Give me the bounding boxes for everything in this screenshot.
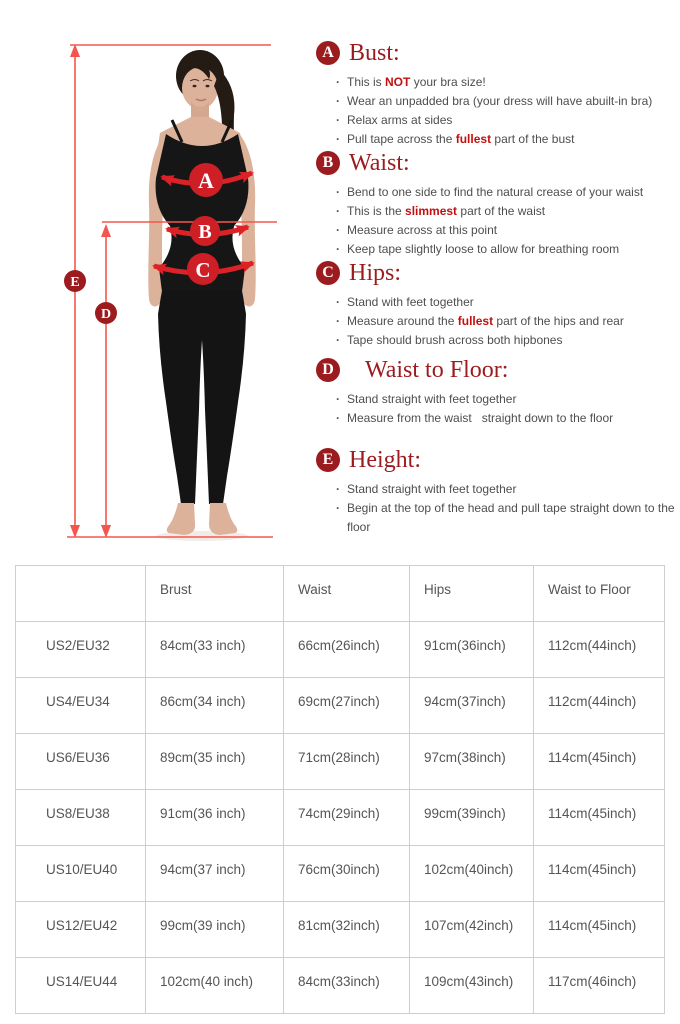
size-row: [16, 734, 665, 790]
bust-label-letter: A: [198, 168, 214, 193]
instruction-title: Bust:: [349, 40, 400, 66]
size-row: [16, 678, 665, 734]
column-header: Waist: [284, 566, 410, 622]
column-header: Brust: [146, 566, 284, 622]
instruction-section-waist-to-floor: [316, 356, 680, 428]
instruction-heading: [316, 446, 680, 474]
instruction-heading: [316, 356, 680, 384]
instruction-section-height: [316, 446, 680, 537]
size-cell: 94cm(37 inch): [146, 846, 284, 902]
table-head: [16, 566, 665, 622]
face: [182, 67, 218, 109]
size-row-label: US8/EU38: [16, 790, 146, 846]
instruction-section-waist: [316, 149, 680, 259]
instruction-bullet: · Stand straight with feet together: [334, 480, 677, 499]
instruction-bullet: · Keep tape slightly loose to allow for breathing room: [334, 240, 677, 259]
size-cell: 69cm(27inch): [284, 678, 410, 734]
size-cell: 114cm(45inch): [534, 846, 665, 902]
emphasis-text: slimmest: [405, 204, 458, 218]
size-cell: 91cm(36inch): [410, 622, 534, 678]
instruction-title: Waist:: [349, 150, 410, 176]
instruction-bullet: · This is the slimmest part of the waist: [334, 202, 677, 221]
instruction-bullet: · Pull tape across the fullest part of the bust: [334, 130, 677, 149]
instruction-bullet-list: [334, 480, 680, 537]
size-row: [16, 622, 665, 678]
size-cell: 99cm(39inch): [410, 790, 534, 846]
emphasis-text: NOT: [385, 75, 411, 89]
size-cell: 74cm(29inch): [284, 790, 410, 846]
instruction-heading: [316, 149, 680, 177]
size-cell: 86cm(34 inch): [146, 678, 284, 734]
instruction-bullet: · Stand straight with feet together: [334, 390, 677, 409]
size-cell: 91cm(36 inch): [146, 790, 284, 846]
size-row-label: US14/EU44: [16, 958, 146, 1014]
letter-badge: A: [316, 41, 340, 65]
instruction-section-bust: [316, 39, 680, 149]
size-cell: 107cm(42inch): [410, 902, 534, 958]
size-cell: 84cm(33inch): [284, 958, 410, 1014]
size-row: [16, 790, 665, 846]
size-cell: 76cm(30inch): [284, 846, 410, 902]
height-label-badge: [64, 270, 86, 292]
letter-badge: B: [316, 151, 340, 175]
instruction-sections: [316, 0, 680, 560]
instruction-bullet: · Bend to one side to find the natural crease of your waist: [334, 183, 677, 202]
size-cell: 71cm(28inch): [284, 734, 410, 790]
column-header: Hips: [410, 566, 534, 622]
instruction-title: Waist to Floor:: [365, 357, 509, 383]
size-cell: 102cm(40inch): [410, 846, 534, 902]
size-cell: 66cm(26inch): [284, 622, 410, 678]
letter-badge: C: [316, 261, 340, 285]
size-cell: 114cm(45inch): [534, 902, 665, 958]
leggings: [158, 290, 246, 504]
instruction-bullet: · Measure from the waist straight down to the floor: [334, 409, 677, 428]
column-header: Waist to Floor: [534, 566, 665, 622]
instruction-bullet: · Tape should brush across both hipbones: [334, 331, 677, 350]
size-cell: 97cm(38inch): [410, 734, 534, 790]
size-row-label: US6/EU36: [16, 734, 146, 790]
instruction-bullet: · Measure around the fullest part of the hips and rear: [334, 312, 677, 331]
instruction-heading: [316, 39, 680, 67]
instruction-title: Hips:: [349, 260, 402, 286]
letter-badge: D: [316, 358, 340, 382]
size-row: [16, 902, 665, 958]
emphasis-text: fullest: [455, 132, 492, 146]
hips-label-letter: C: [195, 258, 211, 282]
instruction-bullet-list: [334, 293, 680, 350]
instruction-bullet: · This is NOT your bra size!: [334, 73, 677, 92]
instruction-bullet: · Measure across at this point: [334, 221, 677, 240]
instruction-heading: [316, 259, 680, 287]
size-row: [16, 958, 665, 1014]
size-row-label: US10/EU40: [16, 846, 146, 902]
height-label-letter: E: [70, 275, 80, 290]
size-cell: 89cm(35 inch): [146, 734, 284, 790]
waist-label-letter: B: [198, 221, 212, 243]
size-cell: 102cm(40 inch): [146, 958, 284, 1014]
size-cell: 99cm(39 inch): [146, 902, 284, 958]
size-chart-table: [15, 565, 665, 1014]
model-figure-illustration: [0, 0, 320, 560]
size-cell: 112cm(44inch): [534, 678, 665, 734]
size-cell: 94cm(37inch): [410, 678, 534, 734]
size-row: [16, 846, 665, 902]
instruction-bullet-list: [334, 73, 680, 149]
right-foot: [209, 503, 237, 535]
size-row-label: US4/EU34: [16, 678, 146, 734]
left-foot: [167, 503, 195, 535]
instruction-section-hips: [316, 259, 680, 350]
instruction-bullet: · Begin at the top of the head and pull tape straight down to the floor: [334, 499, 677, 537]
instruction-bullet: · Wear an unpadded bra (your dress will have abuilt-in bra): [334, 92, 677, 111]
emphasis-text: fullest: [457, 314, 494, 328]
model-figure: [148, 50, 255, 535]
body-arrow-badges: [187, 163, 223, 285]
instruction-bullet-list: [334, 390, 680, 428]
waist-to-floor-label-letter: D: [100, 307, 112, 322]
size-chart: [15, 565, 664, 1014]
instruction-title: Height:: [349, 447, 421, 473]
table-body: [16, 622, 665, 1014]
column-header: [16, 566, 146, 622]
header-row: [16, 566, 665, 622]
size-row-label: US12/EU42: [16, 902, 146, 958]
size-cell: 117cm(46inch): [534, 958, 665, 1014]
instruction-bullet-list: [334, 183, 680, 259]
size-row-label: US2/EU32: [16, 622, 146, 678]
instruction-bullet: · Stand with feet together: [334, 293, 677, 312]
size-cell: 112cm(44inch): [534, 622, 665, 678]
waist-to-floor-label-badge: [95, 302, 117, 324]
measurement-diagram: [0, 0, 320, 560]
size-cell: 81cm(32inch): [284, 902, 410, 958]
size-cell: 84cm(33 inch): [146, 622, 284, 678]
size-cell: 109cm(43inch): [410, 958, 534, 1014]
instruction-bullet: · Relax arms at sides: [334, 111, 677, 130]
letter-badge: E: [316, 448, 340, 472]
size-cell: 114cm(45inch): [534, 790, 665, 846]
size-cell: 114cm(45inch): [534, 734, 665, 790]
